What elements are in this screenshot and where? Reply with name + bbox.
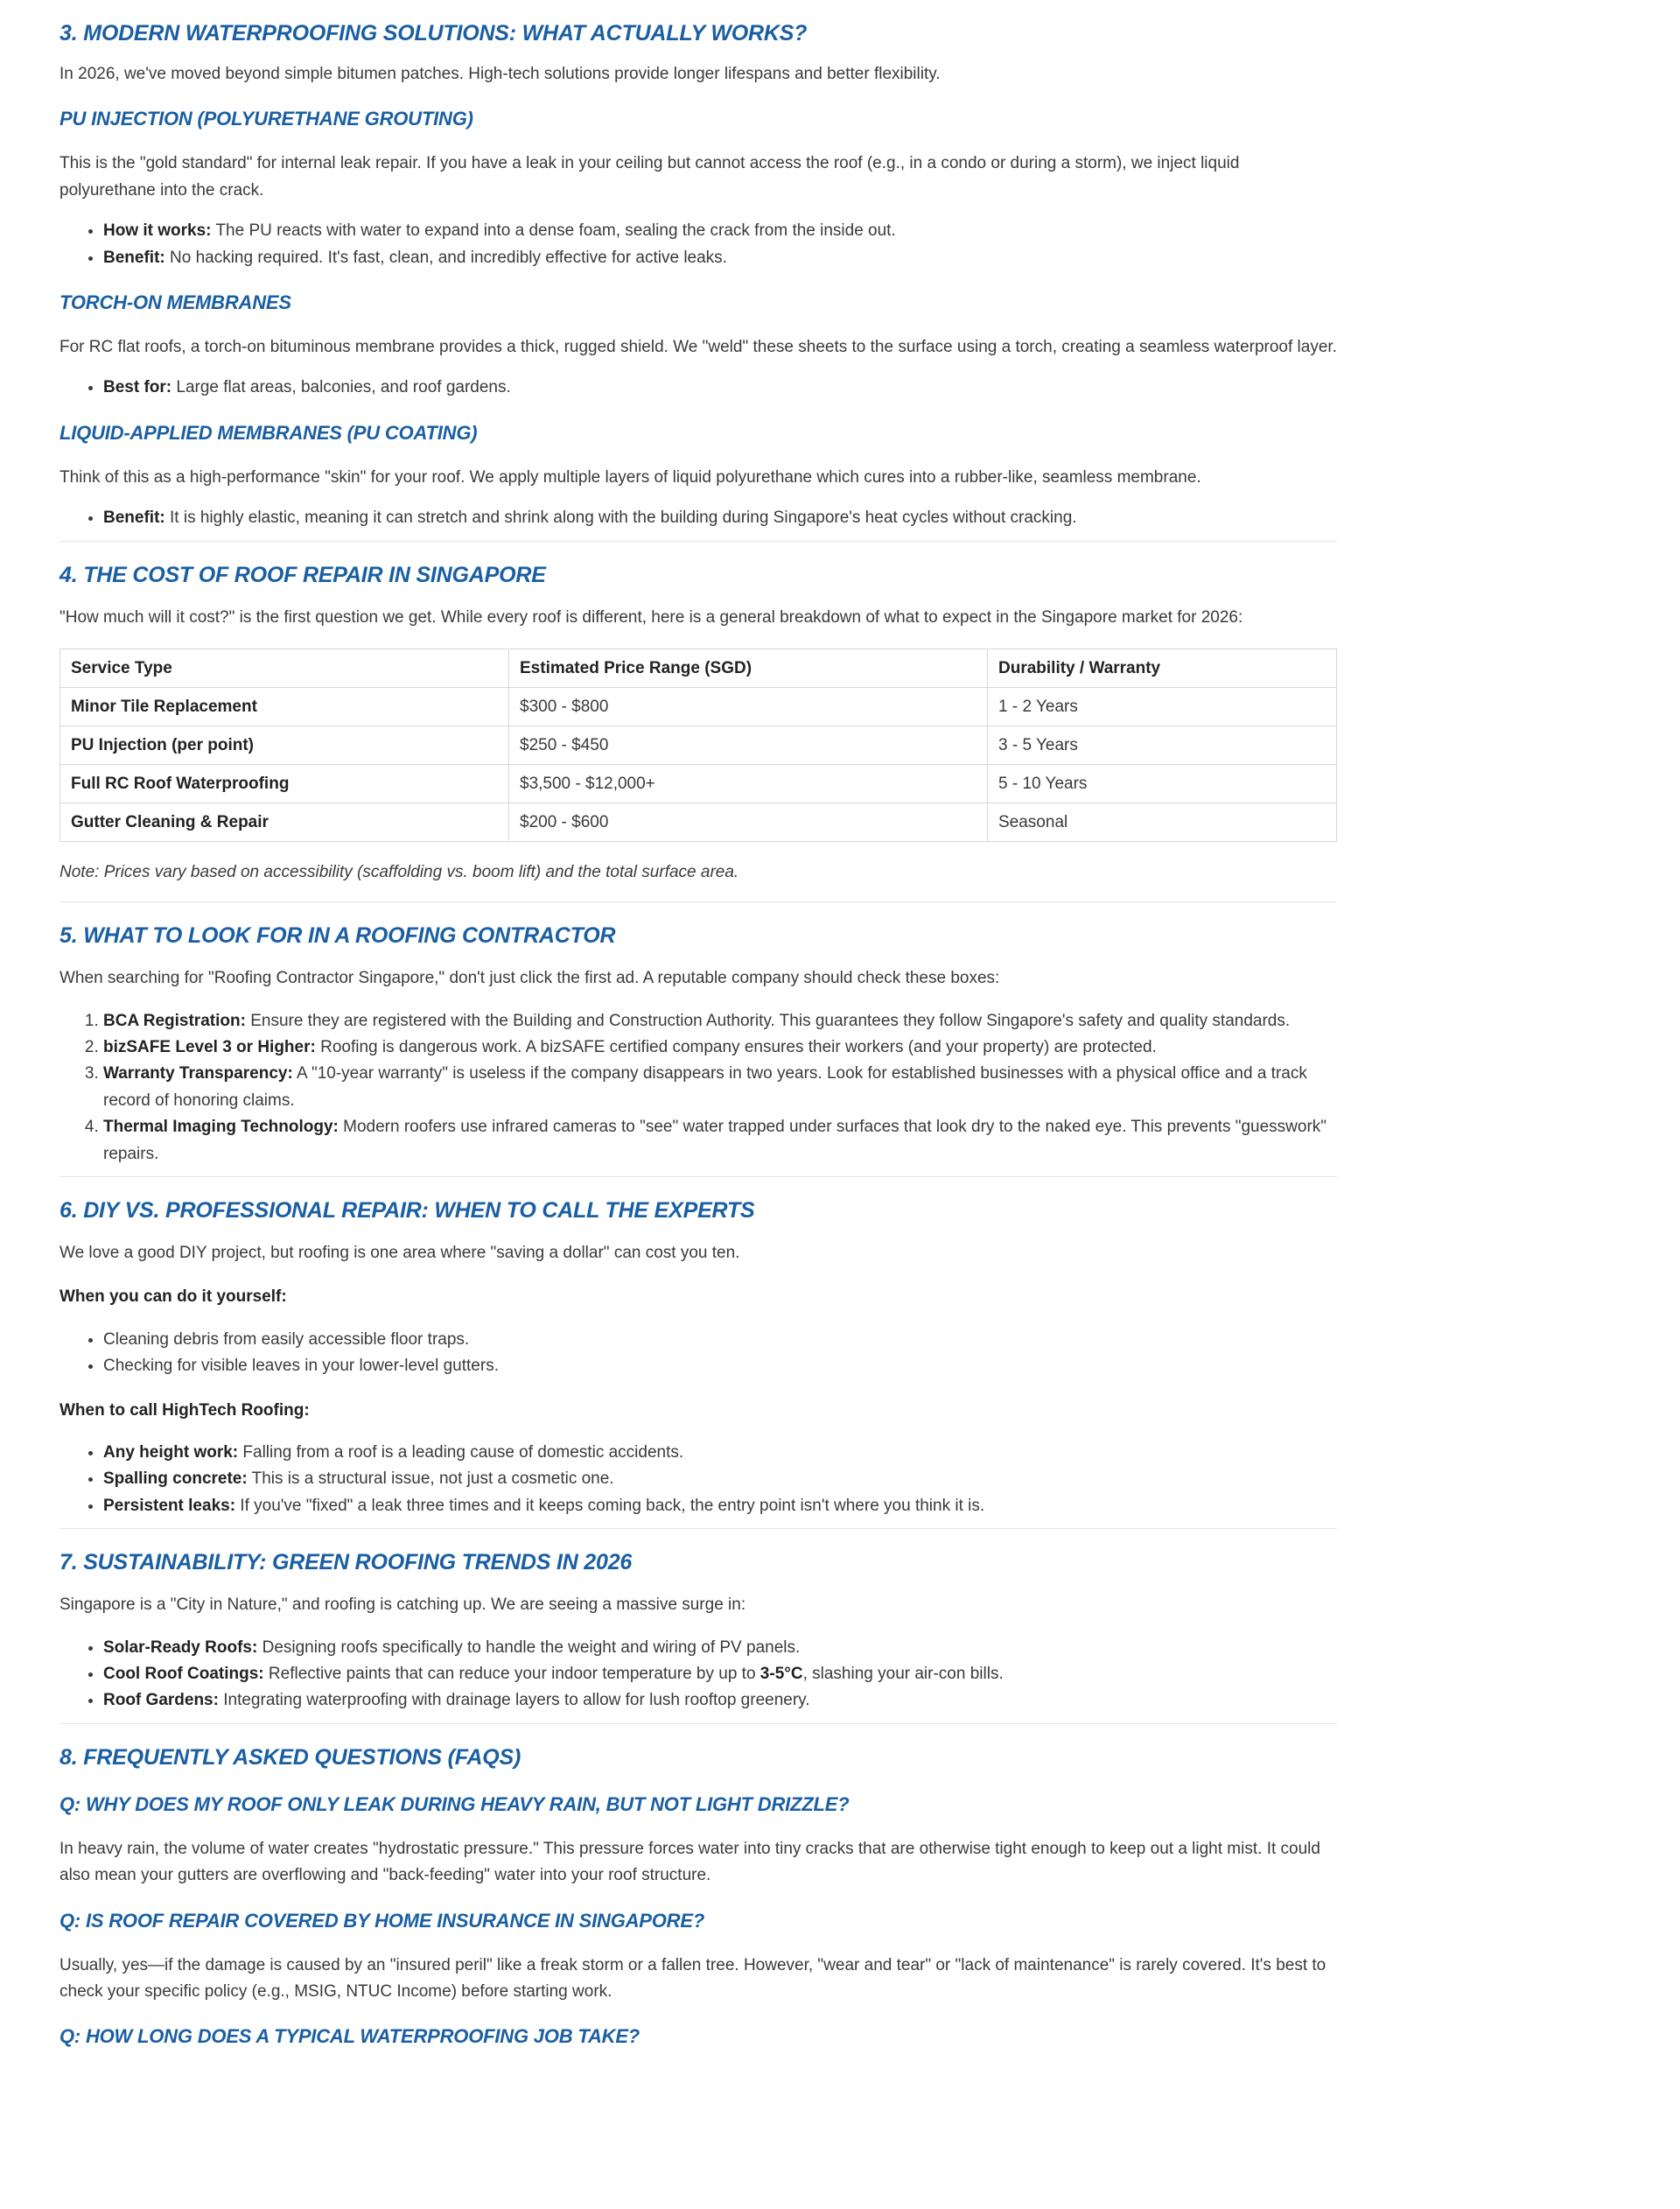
table-cell: Gutter Cleaning & Repair <box>60 803 509 841</box>
faq-question: Q: WHY DOES MY ROOF ONLY LEAK DURING HEAVY RAIN, BUT NOT LIGHT DRIZZLE? <box>60 1792 850 1815</box>
table-cell: Full RC Roof Waterproofing <box>60 764 509 803</box>
section-3-title: 3. MODERN WATERPROOFING SOLUTIONS: WHAT ACTUALLY WORKS? <box>60 21 808 46</box>
section-7-title: 7. SUSTAINABILITY: GREEN ROOFING TRENDS IN 2026 <box>60 1550 633 1575</box>
section-7-intro: Singapore is a "City in Nature," and roofing is catching up. We are seeing a massive surge in: <box>60 1595 746 1615</box>
list-item: • Best for: Large flat areas, balconies, and roof gardens. <box>103 375 1337 401</box>
list-item: 1. BCA Registration: Ensure they are registered with the Building and Construction Authority. This guarantees they follow Singapore's safety and quality standards. <box>103 1008 1337 1034</box>
table-header: Estimated Price Range (SGD) <box>509 649 988 687</box>
liquid-membranes-title: LIQUID-APPLIED MEMBRANES (PU COATING) <box>60 421 478 444</box>
table-row <box>60 687 1337 726</box>
list-item: • Cool Roof Coatings: Reflective paints that can reduce your indoor temperature by up to 3-5°C, slashing your air-con bills. <box>103 1661 1337 1687</box>
list-item: • Benefit: It is highly elastic, meaning it can stretch and shrink along with the building during Singapore's heat cycles without cracking. <box>103 505 1337 531</box>
section-5-intro: When searching for "Roofing Contractor Singapore," don't just click the first ad. A reputable company should check these boxes: <box>60 969 1000 988</box>
article-content <box>60 0 1337 2051</box>
list-item: • Checking for visible leaves in your lower-level gutters. <box>103 1353 1337 1379</box>
section-divider <box>60 1528 1337 1529</box>
liquid-membranes-list <box>60 505 1337 531</box>
section-3-intro: In 2026, we've moved beyond simple bitumen patches. High-tech solutions provide longer lifespans and better flexibility. <box>60 65 941 83</box>
diy-heading: When you can do it yourself: <box>60 1287 287 1307</box>
list-item: • Persistent leaks: If you've "fixed" a leak three times and it keeps coming back, the entry point isn't where you think it is. <box>103 1493 1337 1519</box>
list-item: • Any height work: Falling from a roof is a leading cause of domestic accidents. <box>103 1440 1337 1466</box>
section-divider <box>60 1176 1337 1177</box>
list-item: • Roof Gardens: Integrating waterproofing with drainage layers to allow for lush rooftop greenery. <box>103 1687 1337 1714</box>
pu-injection-title: PU INJECTION (POLYURETHANE GROUTING) <box>60 108 473 130</box>
table-row <box>60 764 1337 803</box>
pro-list <box>60 1440 1337 1519</box>
price-table <box>60 649 1337 842</box>
liquid-membranes-text: Think of this as a high-performance "skin" for your roof. We apply multiple layers of liquid polyurethane which cures into a rubber-like, seamless membrane. <box>60 467 1201 487</box>
section-8-title: 8. FREQUENTLY ASKED QUESTIONS (FAQS) <box>60 1744 522 1770</box>
list-item: • Benefit: No hacking required. It's fast, clean, and incredibly effective for active leaks. <box>103 245 1337 271</box>
table-row <box>60 726 1337 764</box>
table-cell: Seasonal <box>988 803 1337 841</box>
torch-on-title: TORCH-ON MEMBRANES <box>60 291 291 313</box>
green-roofing-list <box>60 1635 1337 1715</box>
section-6-title: 6. DIY VS. PROFESSIONAL REPAIR: WHEN TO CALL THE EXPERTS <box>60 1198 755 1224</box>
table-header: Durability / Warranty <box>988 649 1337 687</box>
section-divider <box>60 901 1337 902</box>
list-item: • Spalling concrete: This is a structural issue, not just a cosmetic one. <box>103 1466 1337 1492</box>
faq-answer: Usually, yes—if the damage is caused by an "insured peril" like a freak storm or a fallen tree. However, "wear and tear" or "lack of maintenance" is rarely covered. It's best to check your specific policy (e.g., MSIG, NTUC Income) before starting work. <box>60 1955 1326 2001</box>
table-cell: PU Injection (per point) <box>60 726 509 764</box>
table-cell: $300 - $800 <box>509 687 988 726</box>
section-5-title: 5. WHAT TO LOOK FOR IN A ROOFING CONTRACTOR <box>60 923 616 949</box>
list-item: • Cleaning debris from easily accessible floor traps. <box>103 1327 1337 1353</box>
table-header: Service Type <box>60 649 509 687</box>
torch-on-text: For RC flat roofs, a torch-on bituminous membrane provides a thick, rugged shield. We "weld" these sheets to the surface using a torch, creating a seamless waterproof layer. <box>60 337 1337 356</box>
faq-question: Q: HOW LONG DOES A TYPICAL WATERPROOFING JOB TAKE? <box>60 2025 640 2048</box>
price-note: Note: Prices vary based on accessibility (scaffolding vs. boom lift) and the total surface area. <box>60 862 739 881</box>
table-cell: 5 - 10 Years <box>988 764 1337 803</box>
table-cell: 1 - 2 Years <box>988 687 1337 726</box>
pu-injection-text: This is the "gold standard" for internal leak repair. If you have a leak in your ceiling but cannot access the roof (e.g., in a condo or during a storm), we inject liquid polyurethane into the crack. <box>60 154 1240 200</box>
table-header-row <box>60 649 1337 687</box>
section-divider <box>60 541 1337 542</box>
section-4-title: 4. THE COST OF ROOF REPAIR IN SINGAPORE <box>60 562 546 587</box>
section-divider <box>60 1723 1337 1724</box>
section-4-intro: "How much will it cost?" is the first question we get. While every roof is different, here is a general breakdown of what to expect in the Singapore market for 2026: <box>60 607 1243 627</box>
table-cell: $3,500 - $12,000+ <box>509 764 988 803</box>
table-cell: $250 - $450 <box>509 726 988 764</box>
torch-on-list <box>60 375 1337 401</box>
list-item: • How it works: The PU reacts with water to expand into a dense foam, sealing the crack from the inside out. <box>103 218 1337 244</box>
faq-answer: In heavy rain, the volume of water creates "hydrostatic pressure." This pressure forces water into tiny cracks that are otherwise tight enough to keep out a light mist. It could also mean your gutters are overflowing and "back-feeding" water into your roof structure. <box>60 1839 1320 1885</box>
table-cell: 3 - 5 Years <box>988 726 1337 764</box>
list-item: 4. Thermal Imaging Technology: Modern roofers use infrared cameras to "see" water trapped under surfaces that look dry to the naked eye. This prevents "guesswork" repairs. <box>103 1114 1337 1168</box>
pu-injection-list <box>60 218 1337 271</box>
pro-heading: When to call HighTech Roofing: <box>60 1400 310 1420</box>
section-6-intro: We love a good DIY project, but roofing is one area where "saving a dollar" can cost you ten. <box>60 1244 740 1263</box>
list-item: • Solar-Ready Roofs: Designing roofs specifically to handle the weight and wiring of PV panels. <box>103 1635 1337 1661</box>
faq-question: Q: IS ROOF REPAIR COVERED BY HOME INSURANCE IN SINGAPORE? <box>60 1909 705 1932</box>
contractor-checklist <box>60 1008 1337 1168</box>
list-item: 2. bizSAFE Level 3 or Higher: Roofing is dangerous work. A bizSAFE certified company ensures their workers (and your property) are protected. <box>103 1034 1337 1061</box>
table-cell: Minor Tile Replacement <box>60 687 509 726</box>
list-item: 3. Warranty Transparency: A "10-year warranty" is useless if the company disappears in two years. Look for established businesses with a physical office and a track record of honoring claims. <box>103 1061 1337 1114</box>
table-cell: $200 - $600 <box>509 803 988 841</box>
diy-list <box>60 1327 1337 1380</box>
table-row <box>60 803 1337 841</box>
